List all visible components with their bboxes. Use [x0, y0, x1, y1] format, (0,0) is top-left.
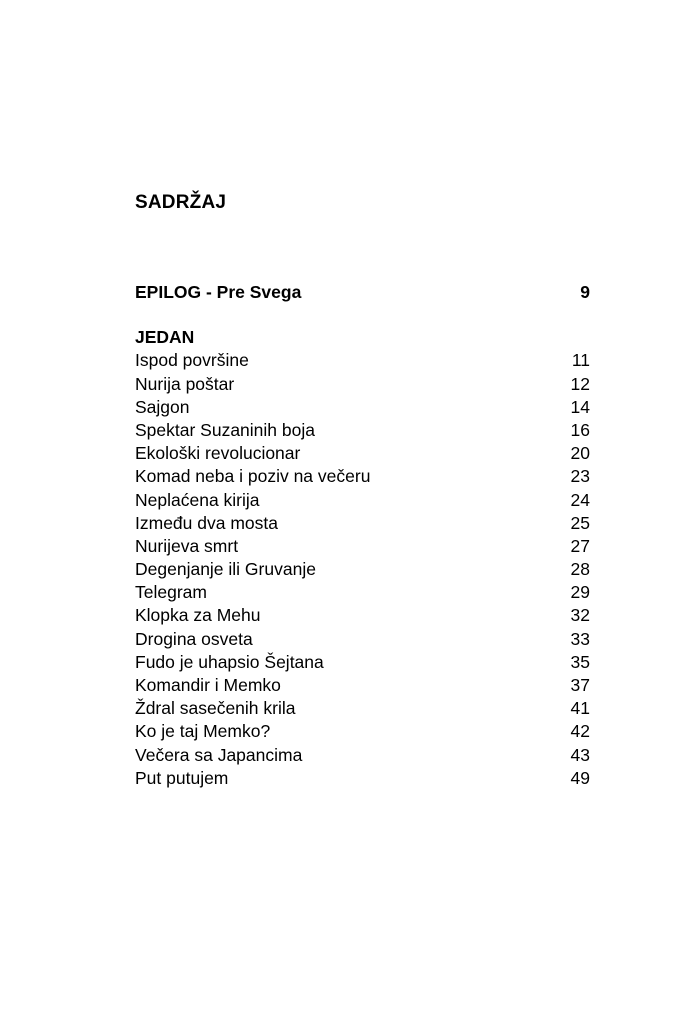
toc-entry: [135, 419, 590, 442]
toc-entry-page: 35: [570, 651, 590, 672]
toc-entry-label: Ispod površine: [135, 350, 249, 371]
toc-entry: [135, 489, 590, 512]
toc-entry-epilog: [135, 281, 590, 304]
toc-entry: [135, 373, 590, 396]
toc-entry: [135, 628, 590, 651]
toc-entry: [135, 674, 590, 697]
toc-entry: [135, 396, 590, 419]
toc-entry-page: 11: [571, 350, 590, 371]
toc-entry-page: 25: [570, 512, 590, 533]
toc-entry-label: Sajgon: [135, 396, 190, 417]
toc-entry-page: 23: [570, 466, 590, 487]
toc-entry-label: Neplaćena kirija: [135, 489, 260, 510]
toc-entry-page: 28: [570, 559, 590, 580]
toc-entry-label: Ekološki revolucionar: [135, 443, 301, 464]
toc-entry-page: 9: [580, 282, 590, 302]
section-heading: JEDAN: [135, 327, 195, 348]
toc-entry-page: 37: [570, 675, 590, 695]
toc-entry-label: Ždral sasečenih krila: [135, 698, 296, 719]
toc-entry-label: Fudo je uhapsio Šejtana: [135, 651, 324, 672]
toc-entry: [135, 512, 590, 535]
toc-entry-page: 29: [570, 582, 590, 603]
toc-entry-page: 42: [570, 721, 590, 742]
toc-entry: [135, 465, 590, 488]
toc-entry-label: Telegram: [135, 582, 207, 603]
toc-entry: [135, 349, 590, 372]
toc-entry-page: 14: [570, 396, 590, 417]
toc-entry-page: 16: [570, 419, 590, 440]
toc-entry-page: 27: [570, 535, 590, 556]
toc-entry-page: 12: [570, 373, 590, 394]
toc-entry-label: Degenjanje ili Gruvanje: [135, 559, 316, 580]
toc-entry-page: 43: [570, 744, 590, 765]
toc-entry: [135, 697, 590, 720]
toc-entry-label: Večera sa Japancima: [135, 744, 303, 765]
toc-entry: [135, 720, 590, 743]
toc-entry-page: 32: [570, 605, 590, 626]
toc-entry-page: 24: [570, 489, 590, 510]
spacer: [135, 304, 590, 326]
toc-entry-label: Ko je taj Memko?: [135, 721, 271, 742]
toc-entry-label: Spektar Suzaninih boja: [135, 419, 315, 440]
toc-entry-label: Klopka za Mehu: [135, 605, 261, 626]
toc-entry-page: 41: [570, 698, 590, 719]
toc-entry-label: Drogina osveta: [135, 628, 253, 649]
toc-entry: [135, 558, 590, 581]
toc-entry-page: 33: [570, 628, 590, 649]
toc-entry: [135, 604, 590, 627]
toc-entry-label: Komad neba i poziv na večeru: [135, 466, 371, 487]
toc-entry-label: Komandir i Memko: [135, 675, 281, 695]
toc-entry-label: Nurijeva smrt: [135, 535, 239, 556]
toc-entry-label: Put putujem: [135, 767, 229, 788]
toc-entry-label: EPILOG - Pre Svega: [135, 282, 302, 302]
toc-entry-label: Nurija poštar: [135, 373, 235, 394]
toc-entry-page: 20: [570, 443, 590, 464]
toc-entry: [135, 651, 590, 674]
toc-entry: [135, 581, 590, 604]
toc-entry: [135, 744, 590, 767]
toc-entry: [135, 442, 590, 465]
toc-entry: [135, 767, 590, 790]
table-of-contents: [135, 281, 590, 790]
toc-entry-label: Između dva mosta: [135, 512, 278, 533]
toc-entry-page: 49: [570, 767, 590, 788]
toc-entry: [135, 535, 590, 558]
page-title: SADRŽAJ: [135, 192, 227, 213]
